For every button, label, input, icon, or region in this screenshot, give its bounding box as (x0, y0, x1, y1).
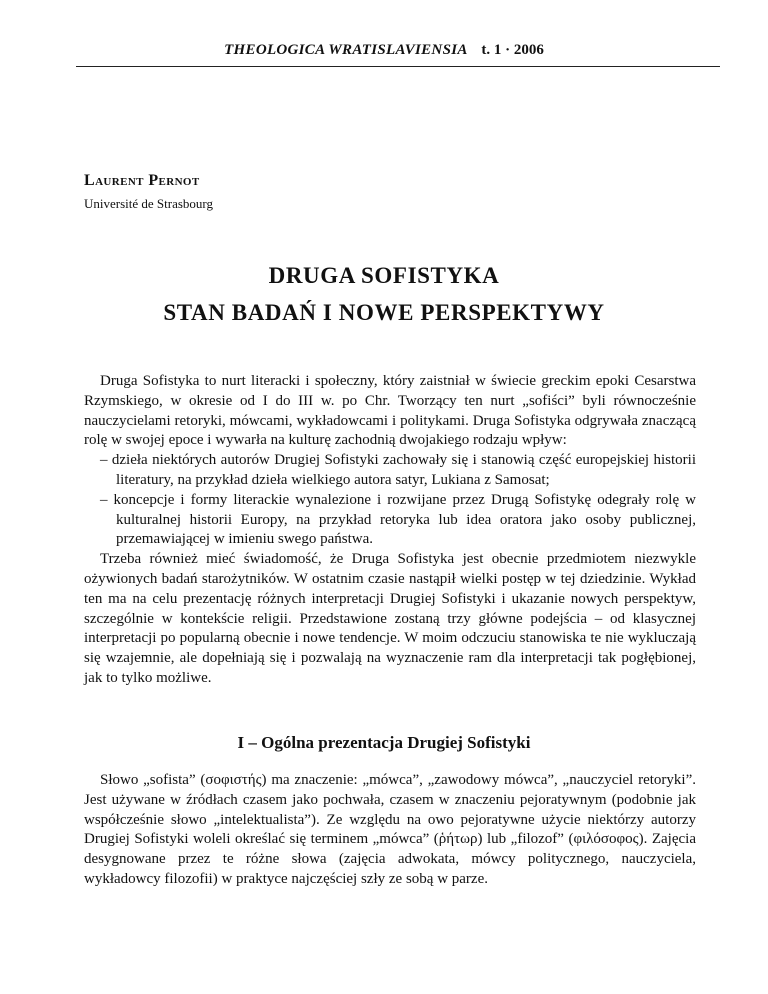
running-header (0, 42, 768, 59)
intro-bullet-2: – koncepcje i formy literackie wynalezione i rozwijane przez Drugą Sofistykę odegrały rolę w kulturalnej historii Europy, na przykład retoryka lub idea oratora jako osoby publicznej, przemawiającej w imieniu swego państwa. (100, 491, 696, 548)
journal-volume: t. 1 · 2006 (481, 42, 544, 58)
intro-paragraph-2: Trzeba również mieć świadomość, że Druga Sofistyka jest obecnie przedmiotem niezwykle ożywionych badań starożytników. W ostatnim czasie nastąpił wielki postęp w tej dziedzinie. Wykład ten ma na celu prezentację różnych interpretacji Drugiej Sofistyki i ukazanie nowych perspektyw, szczególnie w kontekście religii. Przedstawione zostaną trzy główne podejścia – od klasycznej interpretacji po popularną obecnie i nowe tendencje. W moim odczuciu stanowiska te nie wykluczają się wzajemnie, ale dopełniają się i pozwalają na wyznaczenie ram dla interpretacji tak pogłębionej, jak to tylko możliwe. (84, 551, 696, 686)
intro-text (84, 372, 696, 689)
intro-bullet-1: – dzieła niektórych autorów Drugiej Sofistyki zachowały się i stanowią część europejskiej historii literatury, na przykład dzieła wielkiego autora satyr, Lukiana z Samosat; (100, 452, 696, 488)
article-title-line-2: STAN BADAŃ I NOWE PERSPEKTYWY (163, 300, 605, 325)
author-name: Laurent Pernot (84, 172, 200, 189)
header-divider (76, 66, 720, 67)
section-paragraph-1: Słowo „sofista” (σοφιστής) ma znaczenie: „mówca”, „zawodowy mówca”, „nauczyciel retoryki”. Jest używane w źródłach czasem jako pochwała, czasem w znaczeniu pejoratywnym (podobnie jak współcześnie słowo „intelektualista”). Ze względu na owo pejoratywne użycie niektórzy autorzy Drugiej Sofistyki woleli określać się terminem „mówca” (ῥήτωρ) lub „filozof” (φιλόσοφος). Zajęcia desygnowane przez te różne słowa (zajęcia adwokata, mówcy politycznego, nauczyciela, wykładowcy filozofii) w praktyce najczęściej szły ze sobą w parze. (84, 772, 696, 887)
article-title-line-1: DRUGA SOFISTYKA (268, 263, 500, 288)
intro-paragraph-1: Druga Sofistyka to nurt literacki i społeczny, który zaistniał w świecie greckim epoki Cesarstwa Rzymskiego, w okresie od I do III w. po Chr. Tworzący ten nurt „sofiści” byli równocześnie nauczycielami retoryki, mówcami, wykładowcami i politykami. Druga Sofistyka odgrywała znaczącą rolę w swojej epoce i wywarła na kulturę zachodnią dwojakiego rodzaju wpływ: (84, 373, 696, 449)
section-text (84, 771, 696, 890)
section-heading: I – Ogólna prezentacja Drugiej Sofistyki (237, 733, 531, 752)
journal-name: THEOLOGICA WRATISLAVIENSIA (224, 42, 468, 58)
author-affiliation: Université de Strasbourg (84, 196, 214, 211)
